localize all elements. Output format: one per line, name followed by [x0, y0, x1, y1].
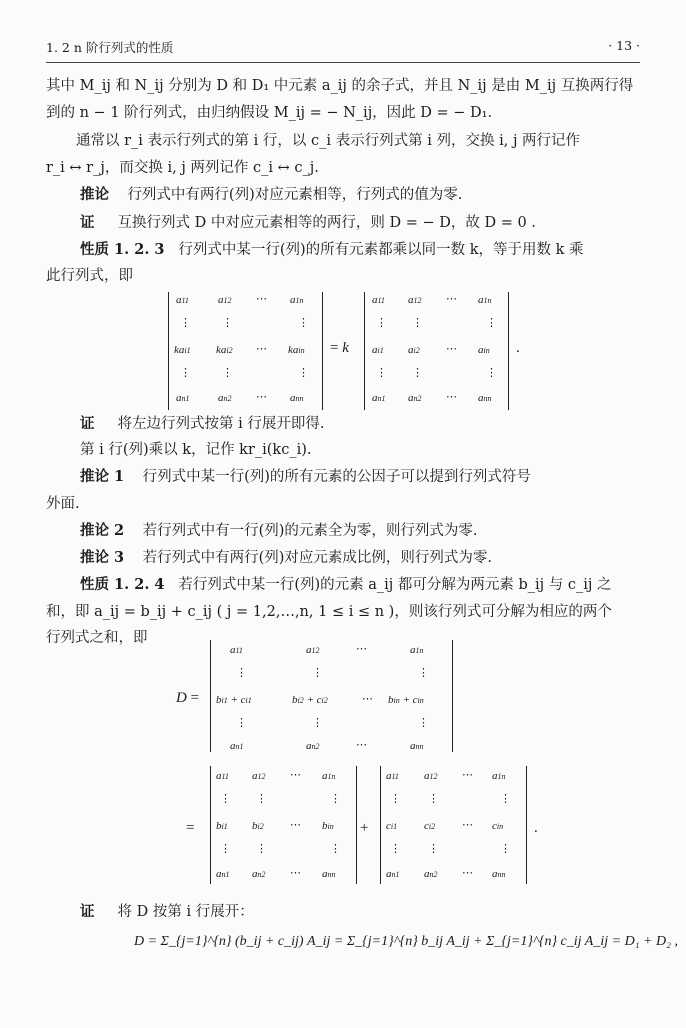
corollary-label: 推论 2	[80, 522, 125, 539]
property-label: 性质 1. 2. 4	[80, 576, 165, 593]
property-text: 行列式中某一行(列)的所有元素都乘以同一数 k，等于用数 k 乘	[178, 242, 584, 258]
property	[80, 240, 584, 260]
corollary	[80, 467, 531, 487]
text-line: r_i ↔ r_j，而交换 i, j 两列记作 c_i ↔ c_j.	[46, 160, 319, 176]
property-label: 性质 1. 2. 3	[80, 241, 165, 258]
text-line: 外面.	[46, 496, 80, 512]
text-line: 其中 M_ij 和 N_ij 分别为 D 和 D₁ 中元素 a_ij 的余子式，并且 N_ij 是由 M_ij 互换两行得	[46, 78, 634, 94]
section-title: 1. 2 n 阶行列式的性质	[46, 40, 174, 55]
text-line: 此行列式，即	[46, 268, 133, 284]
proof-label: 证	[80, 214, 95, 231]
proof-label: 证	[80, 903, 95, 920]
sum-equation: D = Σ_{j=1}^{n} (b_ij + c_ij) A_ij = Σ_{j=1}^{n} b_ij A_ij + Σ_{j=1}^{n} c_ij A_ij = D₁ + D₂ ,	[134, 934, 678, 949]
corollary	[80, 185, 462, 205]
text-line: 第 i 行(列)乘以 k，记作 kr_i(kc_i).	[80, 442, 312, 458]
proof-text: 将 D 按第 i 行展开：	[117, 904, 254, 920]
corollary-label: 推论 3	[80, 549, 125, 566]
corollary-text: 若行列式中有两行(列)对应元素成比例，则行列式为零.	[142, 550, 492, 566]
text-line: 和，即 a_ij = b_ij + c_ij ( j = 1,2,…,n, 1 ≤ i ≤ n )，则该行列式可分解为相应的两个	[46, 604, 612, 620]
corollary-text: 行列式中某一行(列)的所有元素的公因子可以提到行列式符号	[142, 469, 531, 485]
text-line: 通常以 r_i 表示行列式的第 i 行，以 c_i 表示行列式第 i 列，交换 i, j 两行记作	[76, 133, 581, 149]
corollary-text: 若行列式中有一行(列)的元素全为零，则行列式为零.	[142, 523, 478, 539]
corollary-label: 推论 1	[80, 468, 125, 485]
proof	[80, 902, 254, 922]
proof	[80, 213, 536, 233]
page-number: · 13 ·	[608, 38, 640, 53]
property	[80, 575, 612, 595]
text-line: 到的 n − 1 阶行列式，由归纳假设 M_ij = − N_ij，因此 D = − D₁.	[46, 105, 493, 121]
text-line: 行列式之和，即	[46, 630, 148, 646]
determinant-equation-2: D = a11 a12 ⋯ a1n ⋮ ⋮ ⋮ bi1 + ci1 bi2 + ci2 ⋯ bin + cin ⋮ ⋮ ⋮ an1 an2 ⋯ ann = a11 a12 ⋯ a1n ⋮ ⋮ ⋮ bi1 bi2 ⋯ bin ⋮ ⋮ ⋮ an1 an2 ⋯ ann + a11 a12 ⋯ a1n ⋮ ⋮ ⋮ ci1 ci2 ⋯ cin ⋮ ⋮ ⋮ an1 an2 ⋯ ann .	[160, 640, 560, 890]
corollary	[80, 548, 492, 568]
proof-text: 互换行列式 D 中对应元素相等的两行，则 D = − D，故 D = 0 .	[117, 215, 536, 231]
corollary	[80, 521, 478, 541]
proof-label: 证	[80, 415, 95, 432]
proof	[80, 414, 325, 434]
proof-text: 将左边行列式按第 i 行展开即得.	[117, 416, 325, 432]
corollary-label: 推论	[80, 186, 109, 203]
property-text: 若行列式中某一行(列)的元素 a_ij 都可分解为两元素 b_ij 与 c_ij 之	[178, 577, 612, 593]
running-header	[46, 38, 640, 60]
corollary-text: 行列式中有两行(列)对应元素相等，行列式的值为零.	[127, 187, 463, 203]
determinant-equation-1: a11 a12 ⋯ a1n ⋮ ⋮ ⋮ kai1 kai2 ⋯ kain ⋮ ⋮ ⋮ an1 an2 ⋯ ann = k a11 a12 ⋯ a1n ⋮ ⋮ ⋮ ai1 ai2 ⋯ ain ⋮ ⋮ ⋮ an1 an2 ⋯ ann .	[160, 292, 530, 410]
header-rule	[46, 62, 640, 63]
